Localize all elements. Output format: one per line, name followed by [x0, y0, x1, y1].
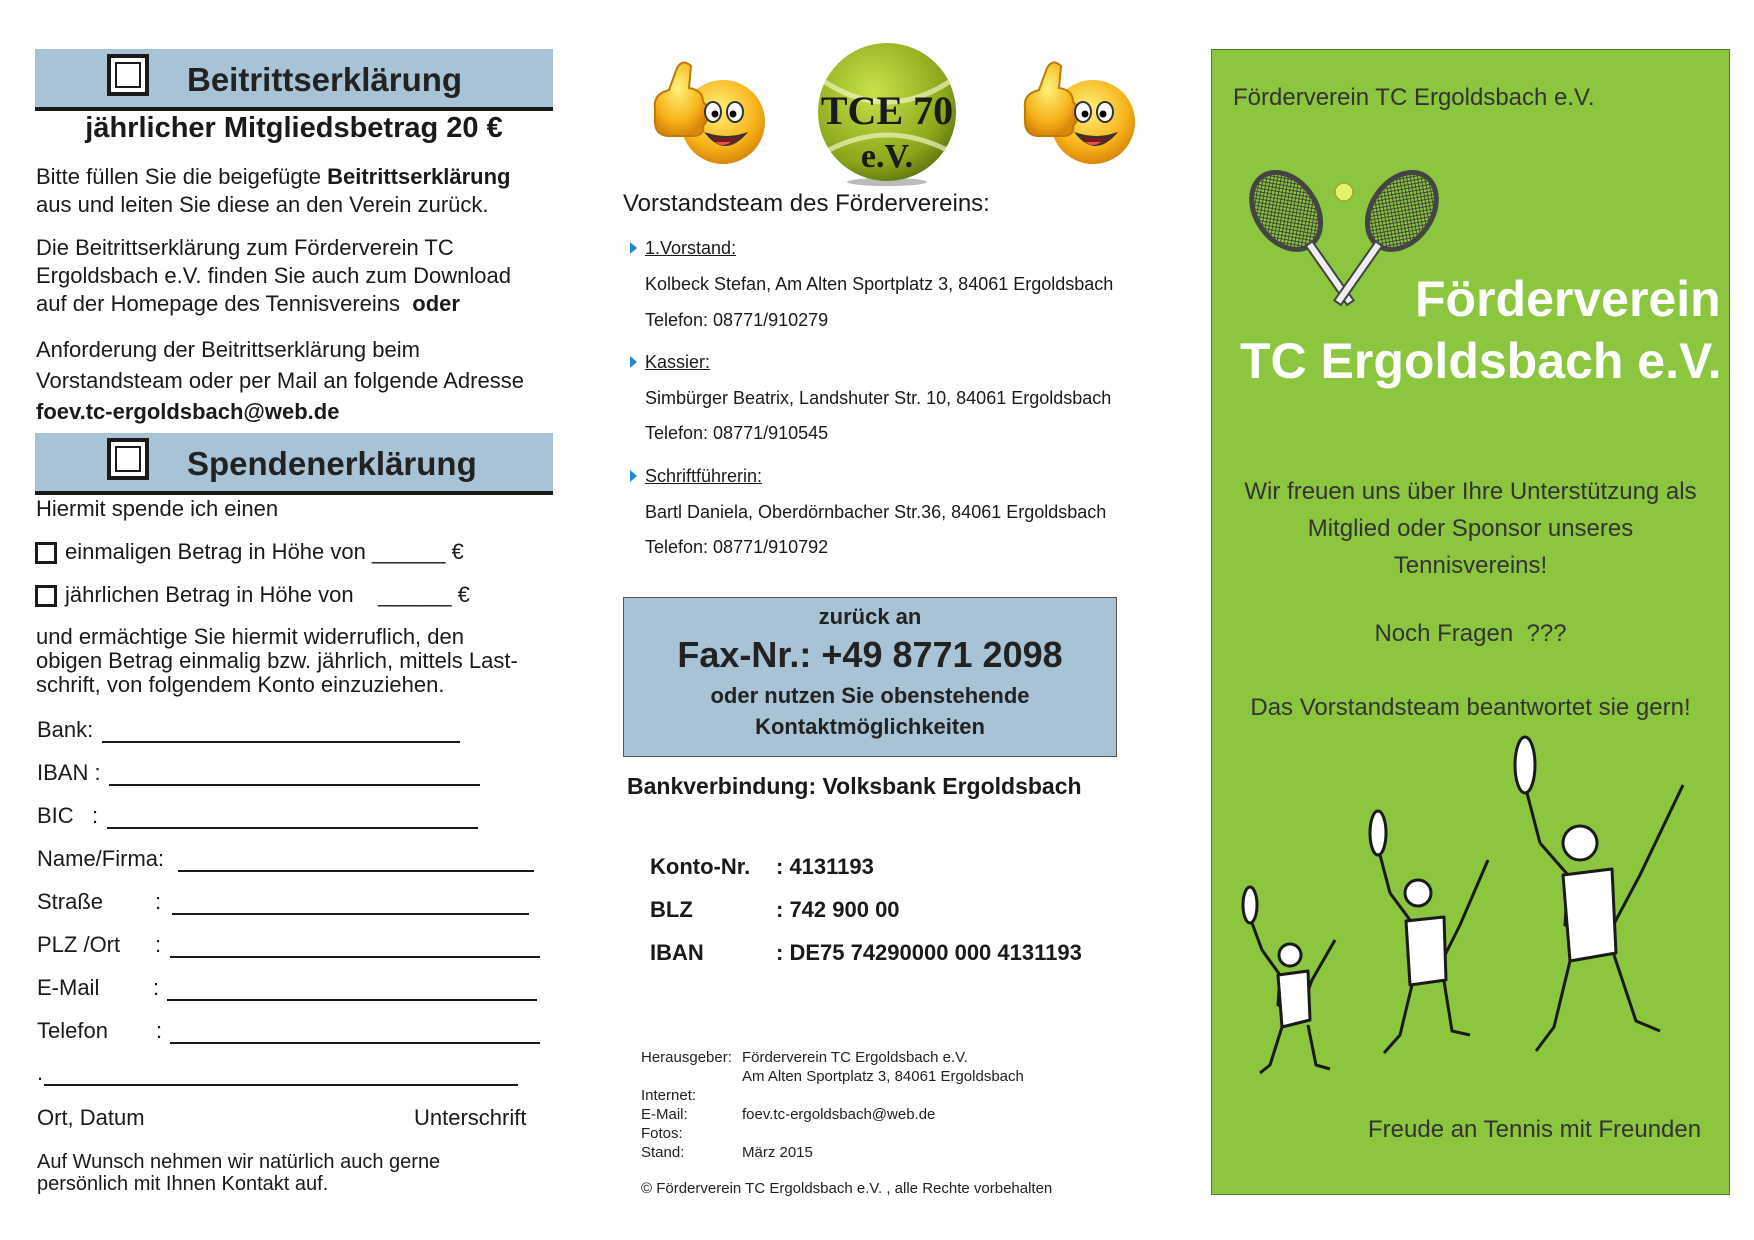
crossed-rackets-icon — [1244, 170, 1444, 320]
imprint-stand-label: Stand: — [641, 1144, 685, 1161]
board-address-3: Bartl Daniela, Oberdörnbacher Str.36, 84061 Ergoldsbach — [645, 502, 1107, 522]
signature-field[interactable] — [44, 1084, 518, 1086]
email-field[interactable] — [167, 999, 537, 1001]
checkbox-icon[interactable] — [107, 54, 149, 96]
cover-big-title-1: Förderverein — [1415, 271, 1721, 327]
bank-value-iban: : DE75 74290000 000 4131193 — [776, 940, 1082, 965]
membership-paragraph-3: Anforderung der Beitrittserklärung beim Vorstandsteam oder per Mail an folgende Adresse foev.tc-ergoldsbach@web.de — [36, 337, 524, 424]
plz-label: PLZ /Ort — [37, 932, 121, 957]
imprint-internet-label: Internet: — [641, 1087, 697, 1104]
imprint-email-label: E-Mail: — [641, 1106, 688, 1123]
email-colon: : — [153, 975, 160, 1000]
bank-label-iban: IBAN — [650, 940, 704, 965]
membership-fee: jährlicher Mitgliedsbetrag 20 € — [85, 112, 503, 144]
membership-paragraph-2: Die Beitrittserklärung zum Förderverein TC Ergoldsbach e.V. finden Sie auch zum Download auf der Homepage des Tennisvereins oder — [36, 235, 511, 316]
cover-slogan: Freude an Tennis mit Freunden — [1368, 1116, 1702, 1143]
cover-welcome: Wir freuen uns über Ihre Unterstützung als Mitglied oder Sponsor unseres Tennisvereins! — [1244, 478, 1697, 579]
imprint-publisher: Förderverein TC Ergoldsbach e.V. — [742, 1049, 968, 1066]
bank-label-blz: BLZ — [650, 897, 693, 922]
plz-colon: : — [155, 932, 162, 957]
bullet-icon — [630, 356, 637, 368]
membership-email[interactable]: foev.tc-ergoldsbach@web.de — [36, 399, 340, 424]
annual-checkbox[interactable] — [35, 585, 57, 607]
board-address-1: Kolbeck Stefan, Am Alten Sportplatz 3, 84061 Ergoldsbach — [645, 274, 1114, 294]
board-role-1: 1.Vorstand: — [645, 238, 737, 258]
tennis-ball-logo — [815, 42, 960, 187]
imprint-copyright: © Förderverein TC Ergoldsbach e.V. , alle Rechte vorbehalten — [641, 1180, 1053, 1197]
donation-intro: Hiermit spende ich einen — [36, 496, 279, 521]
cover-big-title-2: TC Ergoldsbach e.V. — [1240, 333, 1722, 389]
cover-team-note: Das Vorstandsteam beantwortet sie gern! — [1250, 694, 1691, 721]
street-field[interactable] — [172, 913, 529, 915]
cover-questions: Noch Fragen ??? — [1374, 620, 1567, 647]
board-phone-1: Telefon: 08771/910279 — [645, 310, 829, 330]
street-colon: : — [155, 889, 162, 914]
bank-label: Bank: — [37, 717, 94, 742]
membership-title: Beitrittserklärung — [187, 61, 463, 98]
imprint-email[interactable]: foev.tc-ergoldsbach@web.de — [742, 1106, 936, 1123]
logo-text-1: TCE 70 — [820, 88, 954, 133]
bank-label-konto: Konto-Nr. — [650, 854, 751, 879]
bank-field[interactable] — [102, 741, 460, 743]
fax-box — [623, 597, 1117, 757]
signature-label: Unterschrift — [414, 1105, 527, 1130]
plz-field[interactable] — [170, 956, 540, 958]
membership-header — [35, 49, 553, 111]
fax-number: Fax-Nr.: +49 8771 2098 — [677, 634, 1063, 675]
donation-header — [35, 433, 553, 495]
one-time-option: einmaligen Betrag in Höhe von ______ € — [65, 539, 464, 564]
fax-back-label: zurück an — [818, 604, 922, 629]
bank-value-blz: : 742 900 00 — [776, 897, 900, 922]
debit-authorization: und ermächtige Sie hiermit widerruflich, den obigen Betrag einmalig bzw. jährlich, mittels Last- schrift, von folgendem Konto einzuziehen. — [36, 624, 518, 697]
bank-value-konto: : 4131193 — [776, 854, 874, 879]
thumbs-up-smiley-icon — [645, 50, 770, 170]
fax-alternative: oder nutzen Sie obenstehende Kontaktmöglichkeiten — [710, 683, 1030, 739]
thumbs-up-smiley-icon — [1015, 50, 1140, 170]
checkbox-icon[interactable] — [107, 438, 149, 480]
membership-paragraph-1: Bitte füllen Sie die beigefügte Beitrittserklärung aus und leiten Sie diese an den Verein zurück. — [36, 164, 511, 217]
one-time-checkbox[interactable] — [35, 542, 57, 564]
board-heading: Vorstandsteam des Fördervereins: — [623, 190, 990, 217]
name-field[interactable] — [178, 870, 534, 872]
street-label: Straße — [37, 889, 104, 914]
imprint-publisher-label: Herausgeber: — [641, 1049, 732, 1066]
board-phone-2: Telefon: 08771/910545 — [645, 423, 829, 443]
cover-top-title: Förderverein TC Ergoldsbach e.V. — [1233, 84, 1595, 111]
phone-colon: : — [156, 1018, 163, 1043]
closing-note: Auf Wunsch nehmen wir natürlich auch gerne persönlich mit Ihnen Kontakt auf. — [37, 1151, 441, 1195]
board-phone-3: Telefon: 08771/910792 — [645, 537, 829, 557]
signature-dot: . — [37, 1060, 44, 1085]
imprint-address: Am Alten Sportplatz 3, 84061 Ergoldsbach — [742, 1068, 1024, 1085]
name-label: Name/Firma: — [37, 846, 165, 871]
iban-label: IBAN : — [37, 760, 101, 785]
phone-label: Telefon — [37, 1018, 108, 1043]
donation-title: Spendenerklärung — [187, 445, 477, 482]
board-role-2: Kassier: — [645, 352, 711, 372]
email-label: E-Mail — [37, 975, 100, 1000]
bic-field[interactable] — [107, 827, 478, 829]
annual-option: jährlichen Betrag in Höhe von ______ € — [65, 582, 470, 607]
board-role-3: Schriftführerin: — [645, 466, 763, 486]
imprint-photos-label: Fotos: — [641, 1125, 683, 1142]
board-address-2: Simbürger Beatrix, Landshuter Str. 10, 84061 Ergoldsbach — [645, 388, 1112, 408]
bullet-icon — [630, 242, 637, 254]
place-date-label: Ort, Datum — [37, 1105, 145, 1130]
bank-title: Bankverbindung: Volksbank Ergoldsbach — [627, 773, 1082, 799]
iban-field[interactable] — [109, 784, 480, 786]
phone-field[interactable] — [170, 1042, 540, 1044]
bic-label: BIC : — [37, 803, 99, 828]
tennis-players-illustration — [1240, 735, 1720, 1095]
logo-text-2: e.V. — [860, 138, 914, 175]
imprint-stand: März 2015 — [742, 1144, 813, 1161]
bullet-icon — [630, 470, 637, 482]
